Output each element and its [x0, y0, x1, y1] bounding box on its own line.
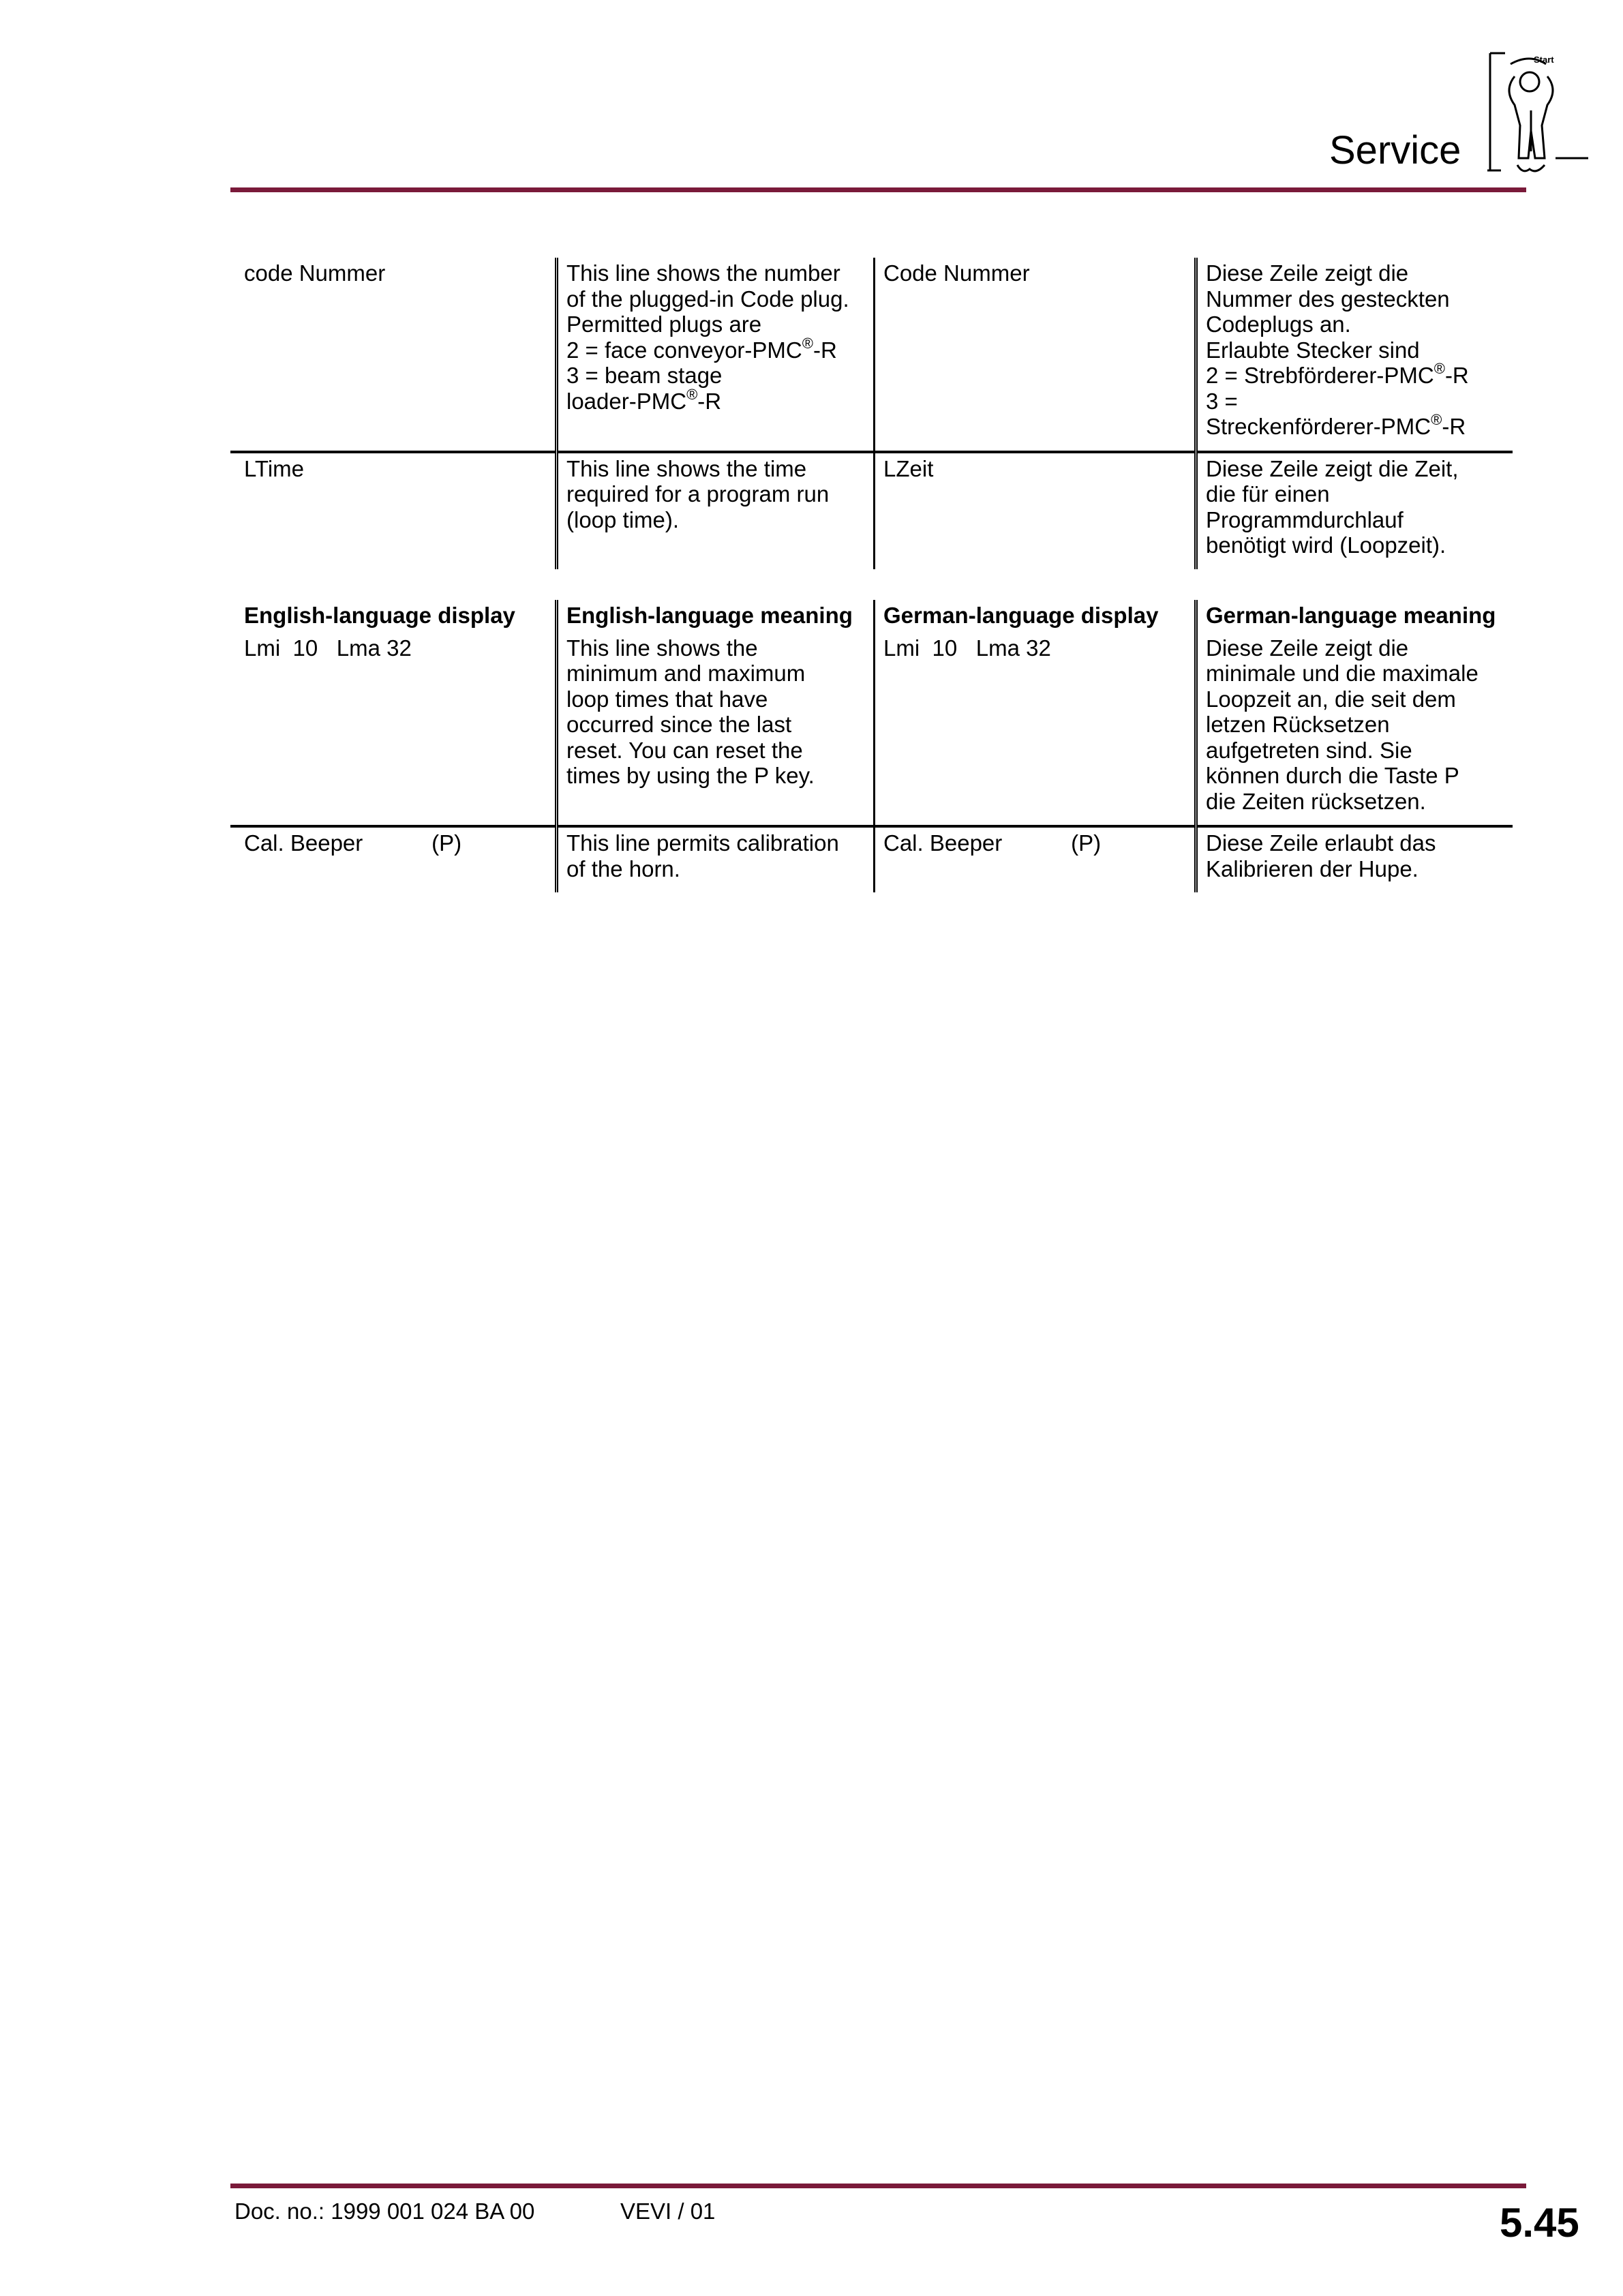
- registered-mark: ®: [802, 334, 813, 352]
- table-header-row: [230, 600, 1513, 633]
- table-row: [230, 258, 1513, 452]
- registered-mark: ®: [1431, 411, 1442, 428]
- footer-rule: [230, 2184, 1526, 2188]
- registered-mark: ®: [1434, 360, 1445, 377]
- page-number: 5.45: [1500, 2200, 1579, 2246]
- en-display-cell: Lmi 10 Lma 32: [230, 633, 557, 827]
- document-number: Doc. no.: 1999 001 024 BA 00: [234, 2199, 535, 2224]
- en-display-cell: LTime: [244, 455, 305, 481]
- en-meaning-cell: This line shows the number of the plugged-in Code plug. Permitted plugs are 2 = face conveyor-PMC®-R 3 = beam stage loader-PMC®-R: [557, 258, 875, 452]
- table-row: [230, 452, 1513, 569]
- column-header: English-language meaning: [557, 600, 875, 633]
- table-row: [230, 633, 1513, 827]
- table-row: [230, 826, 1513, 892]
- parameter-table-1: [230, 258, 1513, 569]
- de-meaning-cell: Diese Zeile erlaubt das Kalibrieren der Hupe.: [1196, 826, 1513, 892]
- header-rule: [230, 187, 1526, 192]
- page-section-title: Service: [1329, 128, 1461, 172]
- worker-start-logo: [1487, 49, 1588, 185]
- registered-mark: ®: [686, 385, 698, 403]
- de-display-cell: Cal. Beeper (P): [875, 826, 1196, 892]
- de-meaning-cell: Diese Zeile zeigt die Nummer des gesteckten Codeplugs an. Erlaubte Stecker sind 2 = Strebförderer-PMC®-R 3 = Streckenförderer-PMC®-R: [1196, 258, 1513, 452]
- en-meaning-cell: This line permits calibration of the horn.: [557, 826, 875, 892]
- logo-start-label: Start: [1534, 55, 1554, 65]
- column-header: German-language display: [875, 600, 1196, 633]
- parameter-table-2: [230, 600, 1513, 892]
- de-display-cell: LZeit: [875, 452, 1196, 569]
- en-meaning-cell: This line shows the time required for a program run (loop time).: [557, 452, 875, 569]
- de-display-cell: Code Nummer: [875, 258, 1196, 452]
- revision-label: VEVI / 01: [620, 2199, 716, 2224]
- column-header: German-language meaning: [1196, 600, 1513, 633]
- en-meaning-cell: This line shows the minimum and maximum loop times that have occurred since the last reset. You can reset the times by using the P key.: [557, 633, 875, 827]
- de-display-cell: Lmi 10 Lma 32: [875, 633, 1196, 827]
- column-header: English-language display: [244, 603, 515, 628]
- en-display-cell: code Nummer: [230, 258, 557, 452]
- de-meaning-cell: Diese Zeile zeigt die Zeit, die für einen Programmdurchlauf benötigt wird (Loopzeit).: [1196, 452, 1513, 569]
- de-meaning-cell: Diese Zeile zeigt die minimale und die maximale Loopzeit an, die seit dem letzen Rücksetzen aufgetreten sind. Sie können durch die Taste P die Zeiten rücksetzen.: [1196, 633, 1513, 827]
- en-display-cell: Cal. Beeper (P): [244, 830, 462, 856]
